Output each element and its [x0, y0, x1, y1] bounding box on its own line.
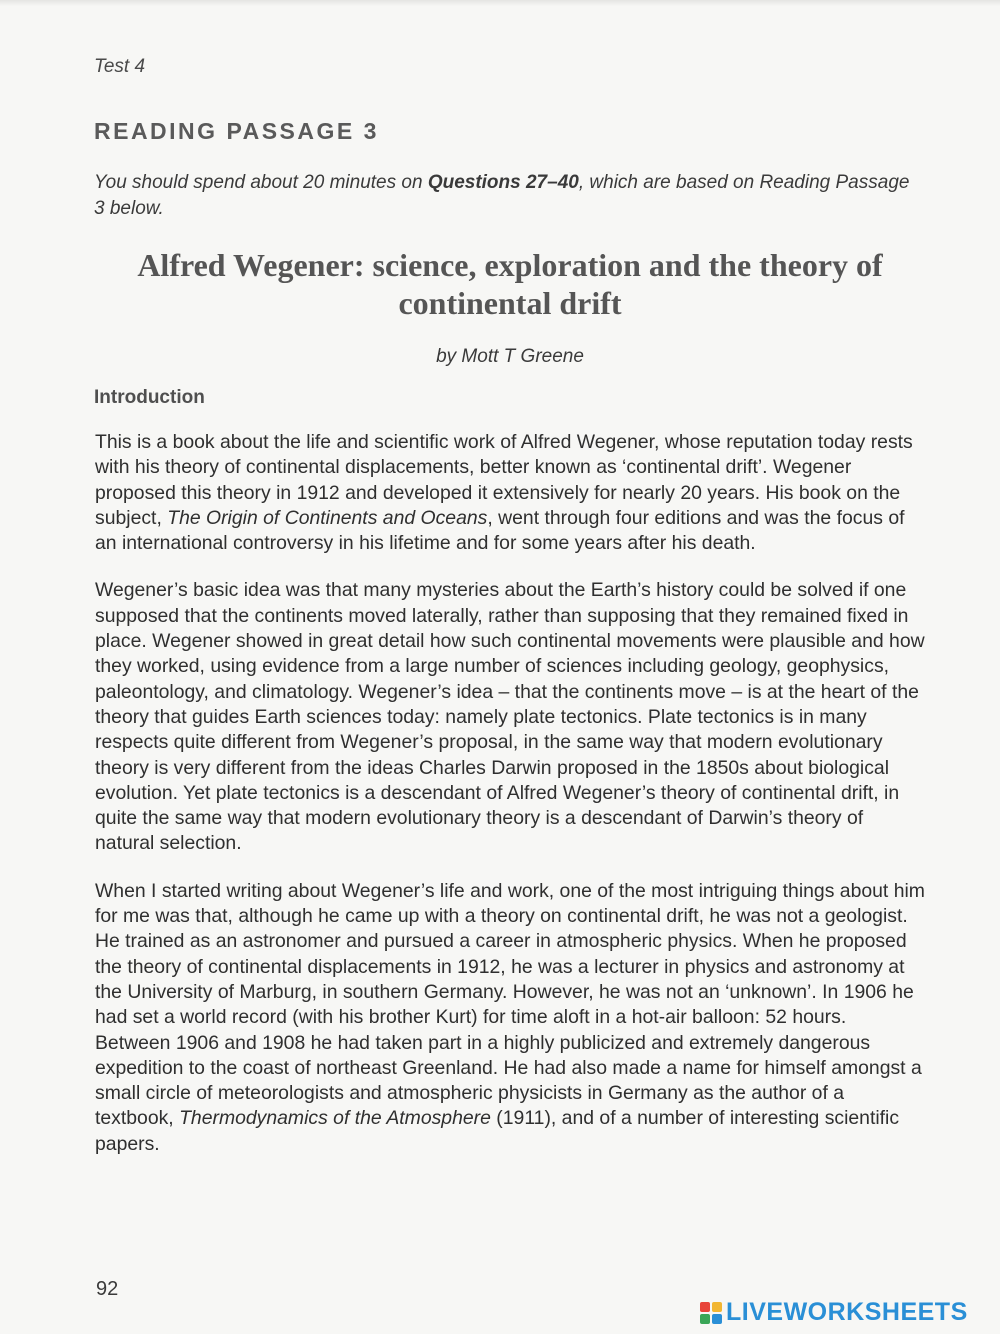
introduction-heading: Introduction: [94, 387, 205, 408]
instructions-after: , which are based on Reading Passage 3 below.: [94, 172, 910, 219]
article-byline: by Mott T Greene: [436, 346, 584, 367]
test-label: Test 4: [94, 56, 146, 77]
liveworksheets-watermark: [700, 1298, 968, 1327]
watermark-text: LIVEWORKSHEETS: [726, 1298, 968, 1326]
section-heading: READING PASSAGE 3: [94, 118, 379, 144]
instructions-before: You should spend about 20 minutes on: [94, 172, 428, 193]
page-number: 92: [96, 1278, 119, 1300]
article-title: Alfred Wegener: science, exploration and the theory of continental drift: [137, 247, 883, 321]
book-title: The Origin of Continents and Oceans: [167, 506, 488, 529]
article-body: [95, 430, 925, 1179]
liveworksheets-logo-icon: [700, 1302, 722, 1324]
paragraph: Wegener’s basic idea was that many mysteries about the Earth’s history could be solved if one supposed that the continents moved laterally, rather than supposing that they remained fixed in place. Wegener showed in great detail how such continental movements were plausible and how they worked, using evidence from a large number of sciences including geology, geophysics, paleontology, and climatology. Wegener’s idea – that the continents move – is at the heart of the theory that guides Earth sciences today: namely plate tectonics. Plate tectonics is in many respects quite different from Wegener’s proposal, in the same way that modern evolutionary theory is very different from the ideas Charles Darwin proposed in the 1850s about biological evolution. Yet plate tectonics is a descendant of Alfred Wegener’s theory of continental drift, in quite the same way that modern evolutionary theory is a descendant of Darwin’s theory of natural selection.: [95, 579, 925, 855]
instructions-questions: Questions 27–40: [427, 172, 579, 193]
paragraph: This is a book about the life and scientific work of Alfred Wegener, whose reputation today rests with his theory of continental displacements, better known as ‘continental drift’. Wegener proposed this theory in 1912 and developed it extensively for nearly 20 years. His book on the subject, The Origin of Continents and Oceans, went through four editions and was the focus of an international controversy in his lifetime and for some years after his death.: [95, 431, 913, 555]
paragraph: When I started writing about Wegener’s life and work, one of the most intriguing things about him for me was that, although he came up with a theory on continental drift, he was not a geologist. He trained as an astronomer and pursued a career in atmospheric physics. When he proposed the theory of continental displacements in 1912, he was a lecturer in physics and astronomy at the University of Marburg, in southern Germany. However, he was not an ‘unknown’. In 1906 he had set a world record (with his brother Kurt) for time aloft in a hot-air balloon: 52 hours. Between 1906 and 1908 he had taken part in a highly publicized and extremely dangerous expedition to the coast of northeast Greenland. He had also made a name for himself amongst a small circle of meteorologists and atmospheric physicists in Germany as the author of a textbook, Thermodynamics of the Atmosphere (1911), and of a number of interesting scientific papers.: [95, 879, 925, 1155]
book-title: Thermodynamics of the Atmosphere: [179, 1107, 491, 1130]
scan-edge: [0, 0, 1000, 6]
instructions: [94, 170, 924, 222]
